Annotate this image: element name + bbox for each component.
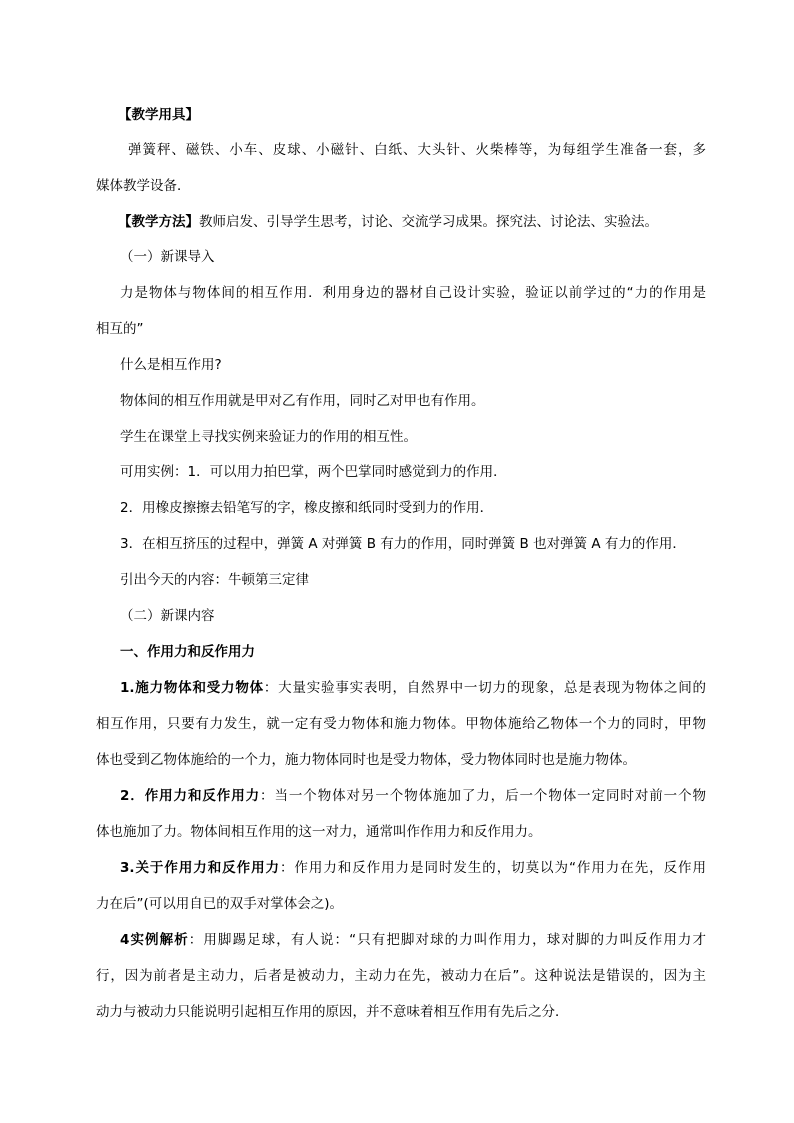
paragraph-1-text: ：大量实验事实表明，自然界中一切力的现象，总是表现为物体之间的 (263, 680, 706, 696)
tools-line-1: 弹簧秤、磁铁、小车、皮球、小磁针、白纸、大头针、火柴棒等，为每组学生准备一套，多 (128, 142, 706, 158)
paragraph-3-text: ：作用力和反作用力是同时发生的，切莫以为“作用力在先，反作用 (279, 860, 706, 876)
paragraph-4-text: ：用脚踢足球，有人说：“只有把脚对球的力叫作用力，球对脚的力叫反作用力才 (188, 932, 706, 948)
method-text: 教师启发、引导学生思考，讨论、交流学习成果。探究法、讨论法、实验法。 (199, 214, 658, 230)
paragraph-2-line-1 (120, 786, 706, 806)
paragraph-3-line-1 (120, 858, 706, 878)
student-task-line: 学生在课堂上寻找实例来验证力的作用的相互性。 (120, 429, 417, 445)
example-1-line: 可用实例：1．可以用力拍巴掌，两个巴掌同时感觉到力的作用． (120, 464, 507, 480)
definition-line: 物体间的相互作用就是甲对乙有作用，同时乙对甲也有作用。 (120, 393, 485, 409)
tools-heading: 【教学用具】 (118, 107, 199, 123)
paragraph-4-label: 4实例解析 (120, 932, 189, 948)
paragraph-1-line-3: 体也受到乙物体施给的一个力，施力物体同时也是受力物体，受力物体同时也是施力物体。 (96, 752, 636, 768)
paragraph-2-label: 2．作用力和反作用力 (120, 788, 261, 804)
question-line: 什么是相互作用? (120, 357, 222, 373)
tools-line-2: 媒体教学设备． (96, 178, 191, 194)
intro-line-1: 力是物体与物体间的相互作用．利用身边的器材自己设计实验，验证以前学过的“力的作用是 (120, 285, 706, 301)
method-paragraph (118, 212, 728, 232)
section-2-title: （二）新课内容 (120, 608, 215, 624)
paragraph-4-line-1 (120, 930, 706, 950)
method-label: 【教学方法】 (118, 214, 199, 230)
paragraph-3-label: 3.关于作用力和反作用力 (120, 860, 280, 876)
paragraph-1-line-2: 相互作用，只要有力发生，就一定有受力物体和施力物体。甲物体施给乙物体一个力的同时，甲物 (96, 716, 706, 732)
paragraph-4-line-3: 动力与被动力只能说明引起相互作用的原因，并不意味着相互作用有先后之分． (96, 1004, 569, 1020)
paragraph-2-text: ：当一个物体对另一个物体施加了力，后一个物体一定同时对前一个物 (260, 788, 706, 804)
part-1-title: 一、作用力和反作用力 (120, 644, 255, 660)
lead-in-line: 引出今天的内容：牛顿第三定律 (120, 572, 309, 588)
paragraph-2-line-2: 体也施加了力。物体间相互作用的这一对力，通常叫作作用力和反作用力。 (96, 824, 542, 840)
example-3-line: 3．在相互挤压的过程中，弹簧 A 对弹簧 B 有力的作用，同时弹簧 B 也对弹簧 A 有力的作用． (120, 536, 686, 552)
paragraph-4-line-2: 行，因为前者是主动力，后者是被动力，主动力在先，被动力在后”。这种说法是错误的，因为主 (96, 968, 706, 984)
paragraph-1-label: 1.施力物体和受力物体 (120, 680, 264, 696)
paragraph-3-line-2: 力在后”(可以用自已的双手对掌体会之)。 (96, 896, 344, 912)
intro-line-2: 相互的” (96, 321, 144, 337)
example-2-line: 2．用橡皮擦擦去铅笔写的字，橡皮擦和纸同时受到力的作用． (120, 500, 494, 516)
paragraph-1-line-1 (120, 678, 706, 698)
section-1-title: （一）新课导入 (120, 249, 215, 265)
